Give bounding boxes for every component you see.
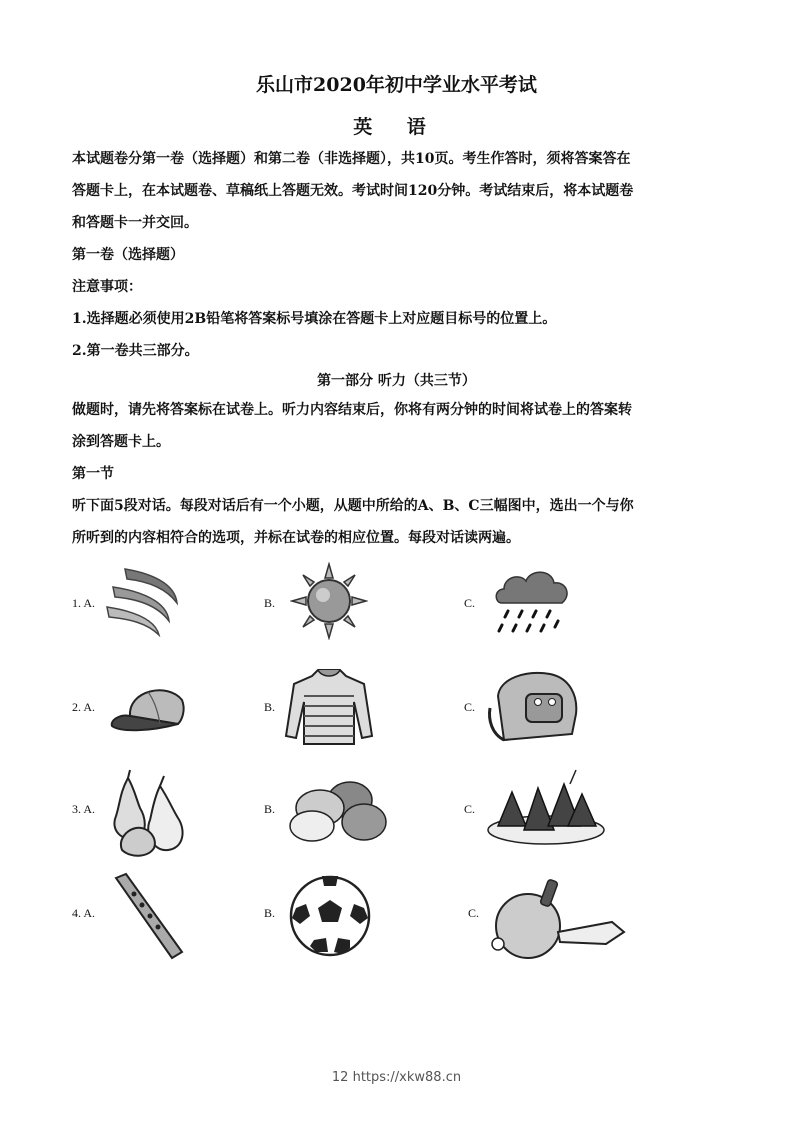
question-3-option-c-label: C. bbox=[464, 802, 476, 816]
instruction-line: 做题时，请先将答案标在试卷上。听力内容结束后，你将有两分钟的时间将试卷上的答案转 bbox=[72, 402, 632, 418]
page-footer: 12 https://xkw88.cn bbox=[331, 1070, 462, 1085]
sun-icon bbox=[290, 562, 368, 640]
flute-icon bbox=[112, 870, 188, 962]
rain-cloud-icon bbox=[492, 563, 572, 639]
question-3-option-a-label: 3. A. bbox=[72, 802, 96, 816]
instruction-line: 涂到答题卡上。 bbox=[72, 434, 170, 450]
intro-line: 答题卡上，在本试题卷、草稿纸上答题无效。考试时间120分钟。考试结束后，将本试题卷 bbox=[72, 183, 634, 199]
subject-title: 英 语 bbox=[353, 116, 440, 138]
question-2-option-b-label: B. bbox=[264, 700, 276, 714]
ping-pong-icon bbox=[488, 878, 628, 962]
intro-paragraph bbox=[72, 143, 722, 367]
instruction-line: 听下面5段对话。每段对话后有一个小题，从题中所给的A、B、C三幅图中，选出一个与你 bbox=[72, 498, 634, 514]
question-2-option-c-label: C. bbox=[464, 700, 476, 714]
volume-title: 第一卷（选择题） bbox=[72, 247, 184, 263]
part1-instructions bbox=[72, 394, 722, 554]
question-1-option-a-label: 1. A. bbox=[72, 596, 96, 610]
exam-title: 乐山市2020年初中学业水平考试 bbox=[256, 74, 537, 96]
instruction-line: 所听到的内容相符合的选项，并标在试卷的相应位置。每段对话读两遍。 bbox=[72, 530, 520, 546]
wind-icon bbox=[105, 565, 185, 637]
question-1-option-b-label: B. bbox=[264, 596, 276, 610]
question-1-option-c-label: C. bbox=[464, 596, 476, 610]
pears-icon bbox=[106, 768, 186, 860]
sweater-icon bbox=[284, 666, 374, 748]
backpack-icon bbox=[486, 668, 582, 746]
notice-title: 注意事项： bbox=[72, 279, 142, 295]
intro-line: 本试题卷分第一卷（选择题）和第二卷（非选择题），共10页。考生作答时，须将答案答在 bbox=[72, 151, 631, 167]
question-2-option-a-label: 2. A. bbox=[72, 700, 96, 714]
eggs-icon bbox=[286, 778, 388, 844]
notice-item: 1.选择题必须使用2B铅笔将答案标号填涂在答题卡上对应题目标号的位置上。 bbox=[72, 311, 557, 327]
soccer-ball-icon bbox=[288, 874, 372, 958]
cap-icon bbox=[108, 680, 188, 738]
intro-line: 和答题卡一并交回。 bbox=[72, 215, 198, 231]
zongzi-icon bbox=[484, 768, 608, 850]
section-title: 第一节 bbox=[72, 466, 114, 482]
notice-item: 2.第一卷共三部分。 bbox=[72, 343, 199, 359]
question-3-option-b-label: B. bbox=[264, 802, 276, 816]
question-4-option-c-label: C. bbox=[468, 906, 480, 920]
part1-heading: 第一部分 听力（共三节） bbox=[317, 373, 476, 389]
question-4-option-a-label: 4. A. bbox=[72, 906, 96, 920]
question-4-option-b-label: B. bbox=[264, 906, 276, 920]
